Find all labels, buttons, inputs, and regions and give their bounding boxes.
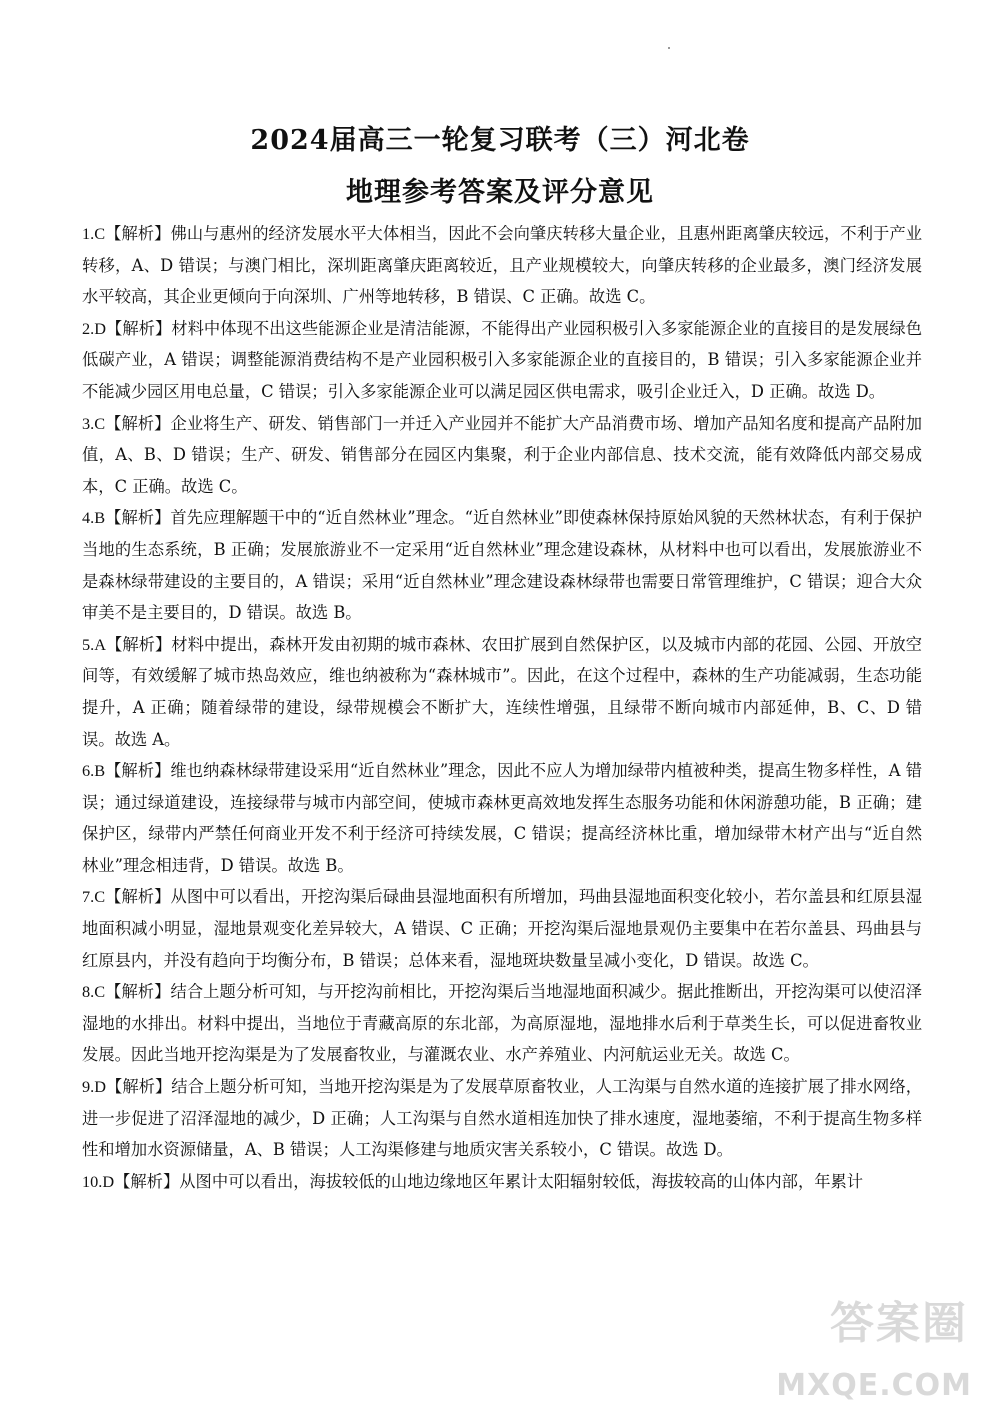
- answer-item: [82, 502, 922, 628]
- answer-text: 材料中提出，森林开发由初期的城市森林、农田扩展到自然保护区，以及城市内部的花园、公园、开放空间等，有效缓解了城市热岛效应，维也纳被称为“森林城市”。因此，在这个过程中，森林的生产功能减弱，生态功能提升，A 正确；随着绿带的建设，绿带规模会不断扩大，连续性增强，且绿带不断向城市内部延伸，B、C、D 错误。故选 A。: [82, 634, 922, 749]
- analysis-tag: 【解析】: [105, 1077, 172, 1097]
- answer-number: 9.D: [82, 1077, 106, 1097]
- answer-text: 从图中可以看出，开挖沟渠后碌曲县湿地面积有所增加，玛曲县湿地面积变化较小，若尔盖县和红原县湿地面积减小明显，湿地景观变化差异较大，A 错误、C 正确；开挖沟渠后湿地景观仍主要集中在若尔盖县、玛曲县与红原县内，并没有趋向于均衡分布，B 错误；总体来看，湿地斑块数量呈减小变化，D 错误。故选 C。: [82, 887, 922, 970]
- answer-number: 6.B: [82, 761, 106, 781]
- answer-number: 5.A: [82, 634, 106, 654]
- document-title: 2024届高三一轮复习联考（三）河北卷: [250, 125, 750, 156]
- answer-item: [82, 218, 922, 313]
- answer-number: 10.D: [82, 1171, 115, 1191]
- answer-number: 8.C: [82, 982, 106, 1002]
- answer-number: 2.D: [82, 318, 106, 338]
- answer-item: [82, 755, 922, 881]
- watermark: [776, 1287, 976, 1407]
- watermark-logo: 答案圈: [830, 1298, 968, 1349]
- analysis-tag: 【解析】: [114, 1171, 180, 1191]
- answer-number: 1.C: [82, 224, 106, 243]
- answer-number: 7.C: [82, 887, 106, 907]
- analysis-tag: 【解析】: [105, 634, 172, 654]
- answer-item: [82, 1166, 922, 1198]
- analysis-tag: 【解析】: [105, 413, 171, 433]
- analysis-tag: 【解析】: [105, 508, 171, 528]
- watermark-url: MXQE.COM: [776, 1368, 972, 1403]
- answer-text: 首先应理解题干中的“近自然林业”理念。“近自然林业”即使森林保持原始风貌的天然林状态，有利于保护当地的生态系统，B 正确；发展旅游业不一定采用“近自然林业”理念建设森林，从材料中也可以看出，发展旅游业不是森林绿带建设的主要目的，A 错误；采用“近自然林业”理念建设森林绿带也需要日常管理维护，C 错误；迎合大众审美不是主要目的，D 错误。故选 B。: [82, 508, 922, 623]
- answer-text: 佛山与惠州的经济发展水平大体相当，因此不会向肇庆转移大量企业，且惠州距离肇庆较远，不利于产业转移，A、D 错误；与澳门相比，深圳距离肇庆距离较近，且产业规模较大，向肇庆转移的企业最多，澳门经济发展水平较高，其企业更倾向于向深圳、广州等地转移，B 错误、C 正确。故选 C。: [82, 224, 922, 307]
- answer-item: [82, 629, 922, 755]
- answer-item: [82, 881, 922, 976]
- answer-item: [82, 408, 922, 503]
- answer-item: [82, 1071, 922, 1166]
- answer-text: 结合上题分析可知，与开挖沟前相比，开挖沟渠后当地湿地面积减少。据此推断出，开挖沟渠可以使沼泽湿地的水排出。材料中提出，当地位于青藏高原的东北部，为高原湿地，湿地排水后利于草类生长，可以促进畜牧业发展。因此当地开挖沟渠是为了发展畜牧业，与灌溉农业、水产养殖业、内河航运业无关。故选 C。: [82, 982, 922, 1065]
- analysis-tag: 【解析】: [105, 761, 171, 781]
- analysis-tag: 【解析】: [105, 887, 171, 907]
- answer-item: [82, 313, 922, 408]
- answer-number: 4.B: [82, 508, 106, 528]
- answer-text: 从图中可以看出，海拔较低的山地边缘地区年累计太阳辐射较低，海拔较高的山体内部，年累计: [179, 1171, 864, 1191]
- answer-list: [82, 218, 922, 1197]
- analysis-tag: 【解析】: [105, 318, 172, 338]
- answer-number: 3.C: [82, 413, 106, 433]
- answer-item: [82, 976, 922, 1071]
- analysis-tag: 【解析】: [105, 982, 171, 1002]
- analysis-tag: 【解析】: [105, 224, 171, 243]
- answer-text: 企业将生产、研发、销售部门一并迁入产业园并不能扩大产品消费市场、增加产品知名度和提高产品附加值，A、B、D 错误；生产、研发、销售部分在园区内集聚，利于企业内部信息、技术交流，能有效降低内部交易成本，C 正确。故选 C。: [82, 413, 922, 496]
- answer-text: 结合上题分析可知，当地开挖沟渠是为了发展草原畜牧业，人工沟渠与自然水道的连接扩展了排水网络，进一步促进了沼泽湿地的减少，D 正确；人工沟渠与自然水道相连加快了排水速度，湿地萎缩，不利于提高生物多样性和增加水资源储量，A、B 错误；人工沟渠修建与地质灾害关系较小，C 错误。故选 D。: [82, 1077, 922, 1160]
- document-subtitle: 地理参考答案及评分意见: [346, 177, 654, 208]
- answer-text: 维也纳森林绿带建设采用“近自然林业”理念，因此不应人为增加绿带内植被种类，提高生物多样性，A 错误；通过绿道建设，连接绿带与城市内部空间，使城市森林更高效地发挥生态服务功能和休闲游憩功能，B 正确；建保护区，绿带内严禁任何商业开发不利于经济可持续发展，C 错误；提高经济林比重，增加绿带木材产出与“近自然林业”理念相违背，D 错误。故选 B。: [82, 761, 922, 875]
- answer-text: 材料中体现不出这些能源企业是清洁能源，不能得出产业园积极引入多家能源企业的直接目的是发展绿色低碳产业，A 错误；调整能源消费结构不是产业园积极引入多家能源企业的直接目的，B 错误；引入多家能源企业并不能减少园区用电总量，C 错误；引入多家能源企业可以满足园区供电需求，吸引企业迁入，D 正确。故选 D。: [82, 318, 922, 401]
- scan-speck: [668, 47, 670, 49]
